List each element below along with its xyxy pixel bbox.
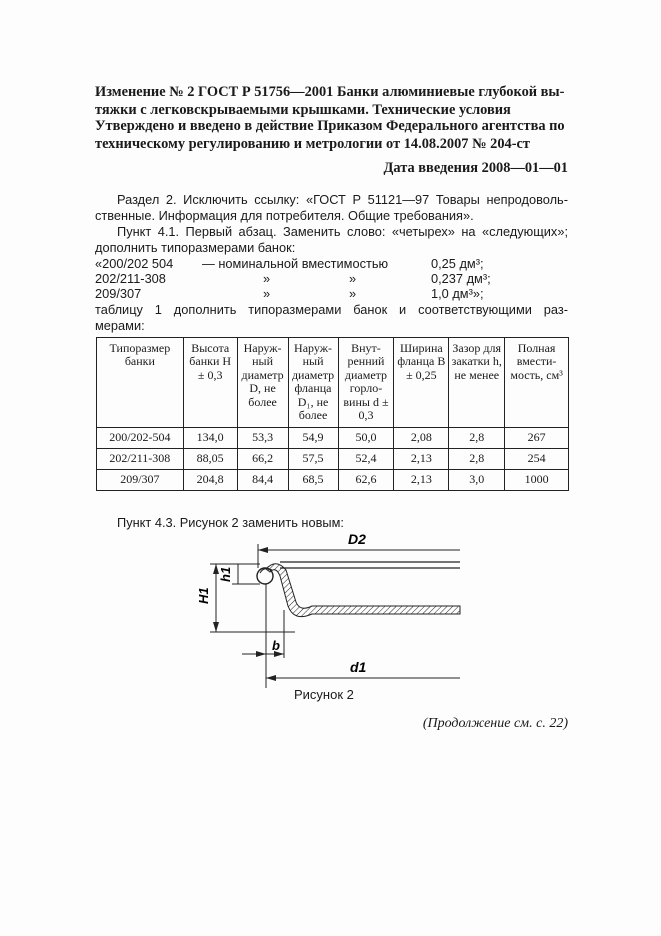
table-intro-line2: мерами: xyxy=(95,318,145,333)
b-dimension xyxy=(242,584,284,688)
size-value: 0,25 дм³; xyxy=(431,256,484,271)
table-cell: 2,13 xyxy=(394,449,449,470)
size-row-2 xyxy=(95,271,568,287)
section2-line1: Раздел 2. Исключить ссылку: «ГОСТ Р 51121—97 Товары непродоволь- xyxy=(117,192,568,207)
label-d2: D2 xyxy=(348,531,366,547)
continuation-note: (Продолжение см. с. 22) xyxy=(422,716,568,731)
effective-date: Дата введения 2008—01—01 xyxy=(383,160,568,176)
p43-text: Пункт 4.3. Рисунок 2 заменить новым: xyxy=(117,515,344,530)
table-row xyxy=(97,449,569,470)
size-code: 209/307 xyxy=(95,286,142,301)
table-cell: 84,4 xyxy=(237,470,288,491)
size-value: 0,237 дм³; xyxy=(431,271,491,286)
label-h1: h1 xyxy=(218,566,233,582)
size-value: 1,0 дм³»; xyxy=(431,286,484,301)
d1-dimension xyxy=(266,675,460,681)
table-cell: 57,5 xyxy=(288,449,338,470)
table-cell: 68,5 xyxy=(288,470,338,491)
label-b: b xyxy=(272,638,280,653)
p41-line2: дополнить типоразмерами банок: xyxy=(95,240,296,255)
table-cell: 53,3 xyxy=(237,428,288,449)
ditto-mark: » xyxy=(263,271,271,286)
table-cell: 62,6 xyxy=(338,470,394,491)
ditto-mark: » xyxy=(349,286,357,301)
table-cell: 254 xyxy=(505,449,569,470)
title-line1: Изменение № 2 ГОСТ Р 51756—2001 Банки алюминиевые глубокой вы- xyxy=(95,84,565,100)
figure-caption: Рисунок 2 xyxy=(294,687,354,702)
flange-curl xyxy=(257,568,273,584)
d2-dimension xyxy=(258,544,460,568)
can-sizes-table xyxy=(96,337,569,491)
table-row xyxy=(97,428,569,449)
header-cell: Типоразмер банки xyxy=(97,338,184,428)
header-cell: Высота банки H ± 0,3 xyxy=(183,338,237,428)
table-cell: 88,05 xyxy=(183,449,237,470)
title-line2: тяжки с легковскрываемыми крышками. Технические условия xyxy=(95,101,511,118)
label-H1: H1 xyxy=(196,587,211,604)
p41-line1: Пункт 4.1. Первый абзац. Заменить слово: «четырех» на «следующих»; xyxy=(117,224,568,239)
table-intro-line1: таблицу 1 дополнить типоразмерами банок и соответствующими раз- xyxy=(95,302,568,317)
table-cell: 267 xyxy=(505,428,569,449)
table-cell: 2,08 xyxy=(394,428,449,449)
header-cell: Внут-ренний диаметр горло-вины d ± 0,3 xyxy=(338,338,394,428)
table-cell: 209/307 xyxy=(97,470,184,491)
table-cell: 2,8 xyxy=(449,449,505,470)
table-cell: 50,0 xyxy=(338,428,394,449)
header-cell: Полная вмести-мость, см³ xyxy=(505,338,569,428)
table-cell: 200/202-504 xyxy=(97,428,184,449)
table-cell: 54,9 xyxy=(288,428,338,449)
size-row-1 xyxy=(95,256,568,272)
table-cell: 3,0 xyxy=(449,470,505,491)
flange-profile xyxy=(266,564,460,617)
table-cell: 1000 xyxy=(505,470,569,491)
table-cell: 202/211-308 xyxy=(97,449,184,470)
approved-line2: техническому регулированию и метрологии от 14.08.2007 № 204-ст xyxy=(95,135,530,152)
header-cell: Наруж-ный диаметр D, не более xyxy=(237,338,288,428)
approved-line1: Утверждено и введено в действие Приказом Федерального агентства по xyxy=(95,118,565,134)
label-d1: d1 xyxy=(350,659,367,675)
ditto-mark: » xyxy=(349,271,357,286)
table-cell: 66,2 xyxy=(237,449,288,470)
size-word: — номинальной вместимостью xyxy=(202,256,389,271)
can-flange-drawing xyxy=(180,528,480,688)
header-cell: Наруж-ный диаметр фланца D₁, не более xyxy=(288,338,338,428)
approval-statement xyxy=(95,118,568,153)
header-cell: Ширина фланца B ± 0,25 xyxy=(394,338,449,428)
ditto-mark: » xyxy=(263,286,271,301)
header-cell: Зазор для закатки h, не менее xyxy=(449,338,505,428)
table-cell: 2,8 xyxy=(449,428,505,449)
size-row-3 xyxy=(95,286,568,302)
table-header-row xyxy=(97,338,569,428)
table-cell: 2,13 xyxy=(394,470,449,491)
table-cell: 134,0 xyxy=(183,428,237,449)
size-code: 202/211-308 xyxy=(95,271,166,286)
size-code: «200/202 504 xyxy=(95,256,174,271)
amendment-title xyxy=(95,84,568,119)
h1-dimension xyxy=(232,564,260,584)
table-row xyxy=(97,470,569,491)
table-cell: 52,4 xyxy=(338,449,394,470)
section2-line2: ственные. Информация для потребителя. Общие требования». xyxy=(95,208,474,223)
table-cell: 204,8 xyxy=(183,470,237,491)
